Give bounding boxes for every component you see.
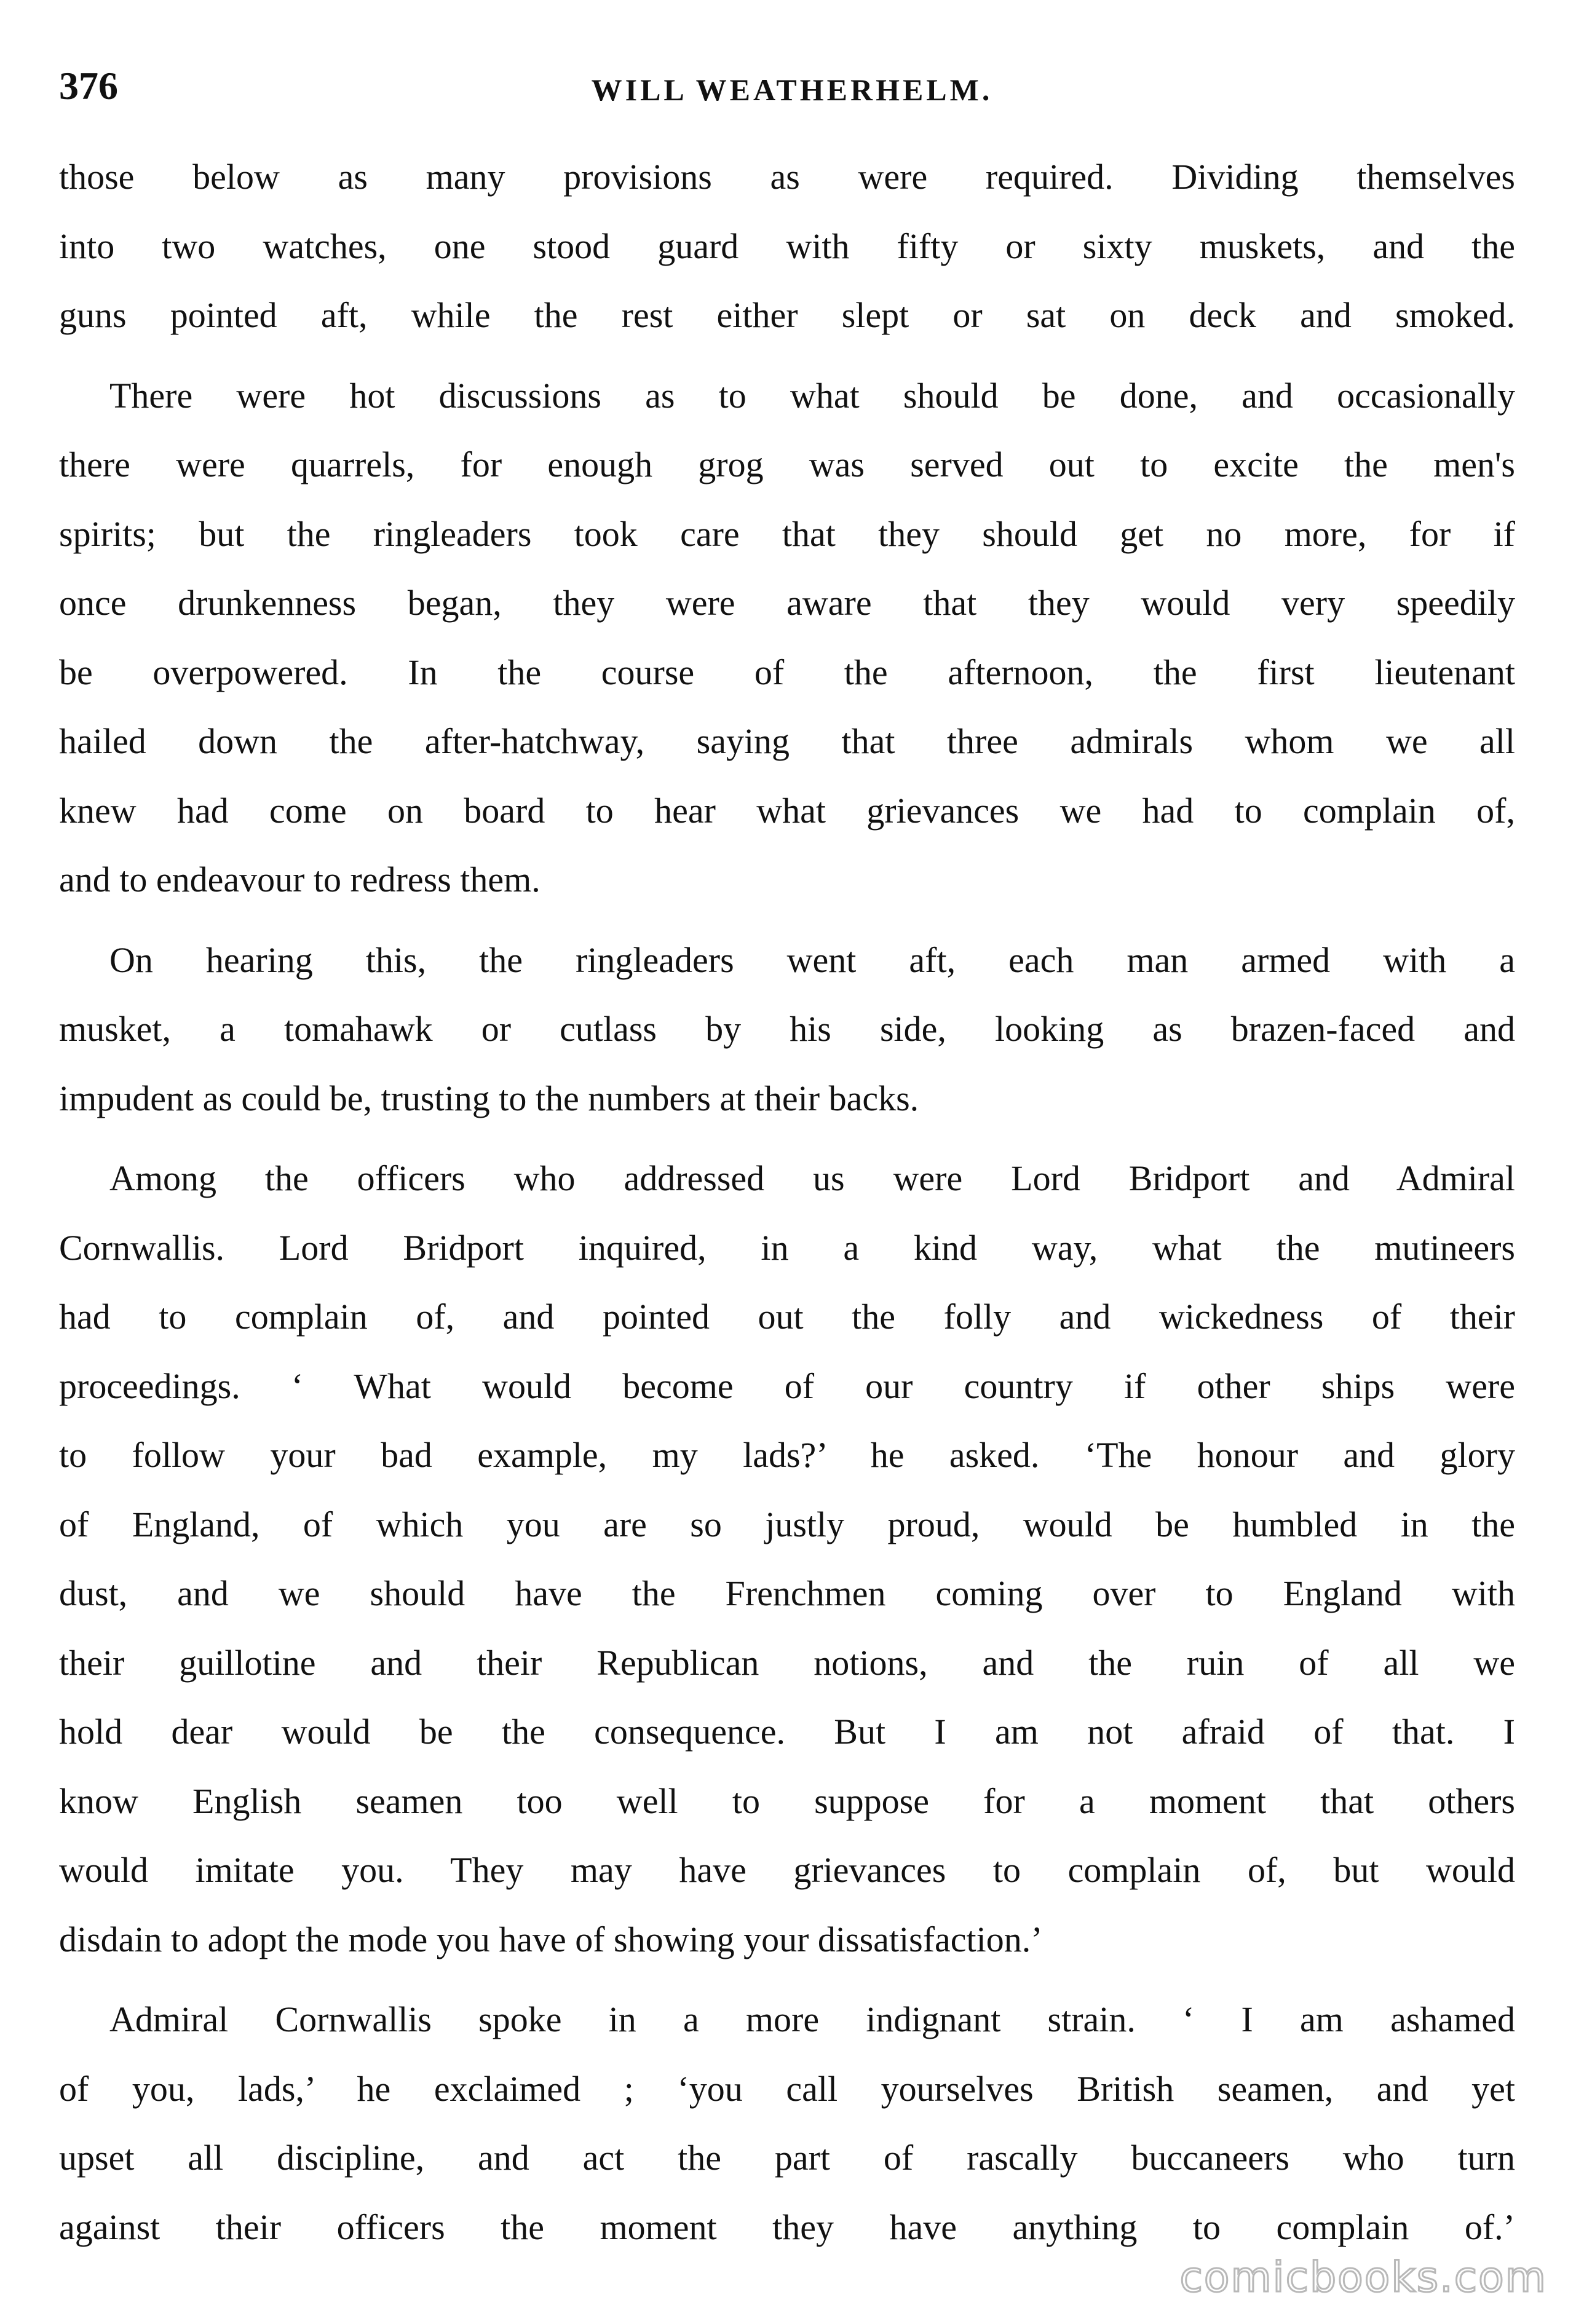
text-line: to follow your bad example, my lads?’ he asked. ‘The honour and glory <box>59 1435 1515 1475</box>
paragraph <box>59 1144 1515 1974</box>
text-line: hold dear would be the consequence. But I am not afraid of that. I <box>59 1712 1515 1752</box>
text-line: impudent as could be, trusting to the numbers at their backs. <box>59 1078 919 1118</box>
paragraph <box>59 1985 1515 2262</box>
text-line: of you, lads,’ he exclaimed ; ‘you call yourselves British seamen, and yet <box>59 2068 1515 2109</box>
paragraph <box>59 926 1515 1134</box>
text-line: Among the officers who addressed us were Lord Bridport and Admiral <box>109 1158 1515 1198</box>
text-line: Admiral Cornwallis spoke in a more indignant strain. ‘ I am ashamed <box>109 1999 1515 2039</box>
text-line: of England, of which you are so justly proud, would be humbled in the <box>59 1504 1515 1544</box>
text-line: knew had come on board to hear what grievances we had to complain of, <box>59 790 1515 831</box>
text-line: know English seamen too well to suppose for a moment that others <box>59 1781 1515 1821</box>
text-line: had to complain of, and pointed out the folly and wickedness of their <box>59 1297 1515 1337</box>
text-line: musket, a tomahawk or cutlass by his side, looking as brazen-faced and <box>59 1009 1515 1049</box>
page-header <box>59 61 1525 111</box>
paragraph <box>59 143 1515 350</box>
paragraph <box>59 362 1515 915</box>
text-line: hailed down the after-hatchway, saying that three admirals whom we all <box>59 721 1515 761</box>
running-head: WILL WEATHERHELM. <box>591 73 993 107</box>
text-line: There were hot discussions as to what should be done, and occasionally <box>109 375 1515 416</box>
text-line: proceedings. ‘ What would become of our country if other ships were <box>59 1366 1515 1406</box>
text-line: would imitate you. They may have grievances to complain of, but would <box>59 1850 1515 1890</box>
text-line: be overpowered. In the course of the afternoon, the first lieutenant <box>59 652 1515 692</box>
text-line: guns pointed aft, while the rest either slept or sat on deck and smoked. <box>59 295 1515 335</box>
text-line: disdain to adopt the mode you have of showing your dissatisfaction.’ <box>59 1919 1043 1959</box>
text-line: dust, and we should have the Frenchmen coming over to England with <box>59 1573 1515 1613</box>
watermark: comicbooks.com <box>1179 2253 1547 2302</box>
text-line: those below as many provisions as were required. Dividing themselves <box>59 157 1515 197</box>
text-line: once drunkenness began, they were aware that they would very speedily <box>59 583 1515 623</box>
text-line: their guillotine and their Republican notions, and the ruin of all we <box>59 1642 1515 1683</box>
page-number: 376 <box>59 64 118 108</box>
text-line: into two watches, one stood guard with fifty or sixty muskets, and the <box>59 226 1515 266</box>
body-text <box>59 143 1515 2273</box>
text-line: spirits; but the ringleaders took care that they should get no more, for if <box>59 513 1515 554</box>
text-line: there were quarrels, for enough grog was served out to excite the men's <box>59 445 1515 484</box>
text-line: against their officers the moment they have anything to complain of.’ <box>59 2207 1515 2247</box>
text-line: upset all discipline, and act the part of rascally buccaneers who turn <box>59 2138 1515 2178</box>
text-line: Cornwallis. Lord Bridport inquired, in a kind way, what the mutineers <box>59 1227 1515 1268</box>
text-line: and to endeavour to redress them. <box>59 860 541 899</box>
text-line: On hearing this, the ringleaders went aft, each man armed with a <box>109 939 1515 980</box>
